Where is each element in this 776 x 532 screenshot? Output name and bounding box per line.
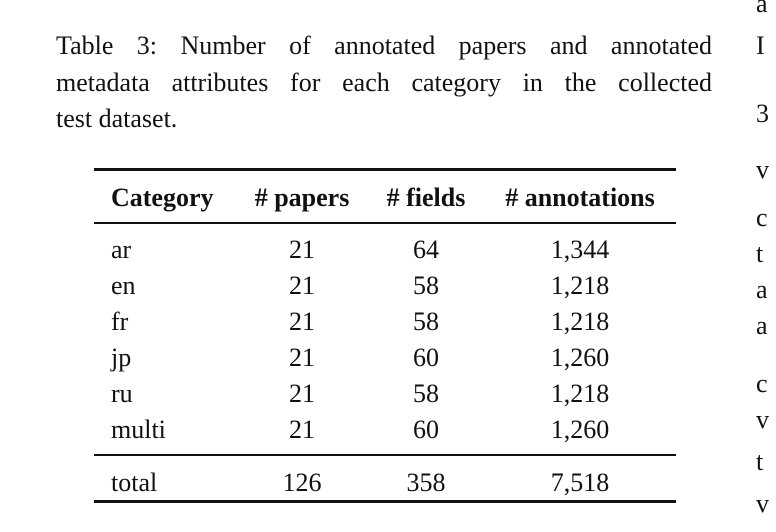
table-row: ru 21 58 1,218 xyxy=(94,376,676,412)
adjacent-column-text xyxy=(756,0,776,532)
header-category: Category xyxy=(111,183,214,212)
table-caption xyxy=(56,28,712,138)
adjacent-fragment: v xyxy=(756,489,769,518)
table-row: jp 21 60 1,260 xyxy=(94,340,676,376)
cell-category: fr xyxy=(111,307,129,336)
caption-line: test dataset. xyxy=(56,104,178,133)
cell-category: ar xyxy=(111,235,132,264)
adjacent-fragment: v xyxy=(756,405,769,434)
table-bottom-rule xyxy=(94,500,676,503)
cell-category: en xyxy=(111,271,136,300)
adjacent-fragment: I xyxy=(756,31,765,60)
table-header-rule xyxy=(94,222,676,224)
table-total-row: total 126 358 7,518 xyxy=(94,465,676,501)
cell-category: multi xyxy=(111,415,166,444)
adjacent-fragment: t xyxy=(756,447,764,476)
adjacent-fragment: 3 xyxy=(756,99,769,128)
adjacent-fragment: a xyxy=(756,275,768,304)
table-row: en 21 58 1,218 xyxy=(94,268,676,304)
cell-category: jp xyxy=(111,343,132,372)
table-header-row: Category # papers # fields # annotations xyxy=(94,180,676,216)
caption-line: Table 3: Number of annotated papers and annotated xyxy=(56,31,712,60)
total-label: total xyxy=(111,468,158,497)
adjacent-fragment: v xyxy=(756,155,769,184)
caption-line: metadata attributes for each category in the collected xyxy=(56,67,712,97)
adjacent-fragment: t xyxy=(756,239,764,268)
cell-category: ru xyxy=(111,379,133,408)
adjacent-fragment: a xyxy=(756,311,768,340)
table-total-rule xyxy=(94,454,676,456)
adjacent-fragment: a xyxy=(756,0,768,18)
table-row: fr 21 58 1,218 xyxy=(94,304,676,340)
table-top-rule xyxy=(94,168,676,171)
adjacent-fragment: c xyxy=(756,369,768,398)
adjacent-fragment: c xyxy=(756,203,768,232)
table-row: multi 21 60 1,260 xyxy=(94,412,676,448)
table-row: ar 21 64 1,344 xyxy=(94,232,676,268)
